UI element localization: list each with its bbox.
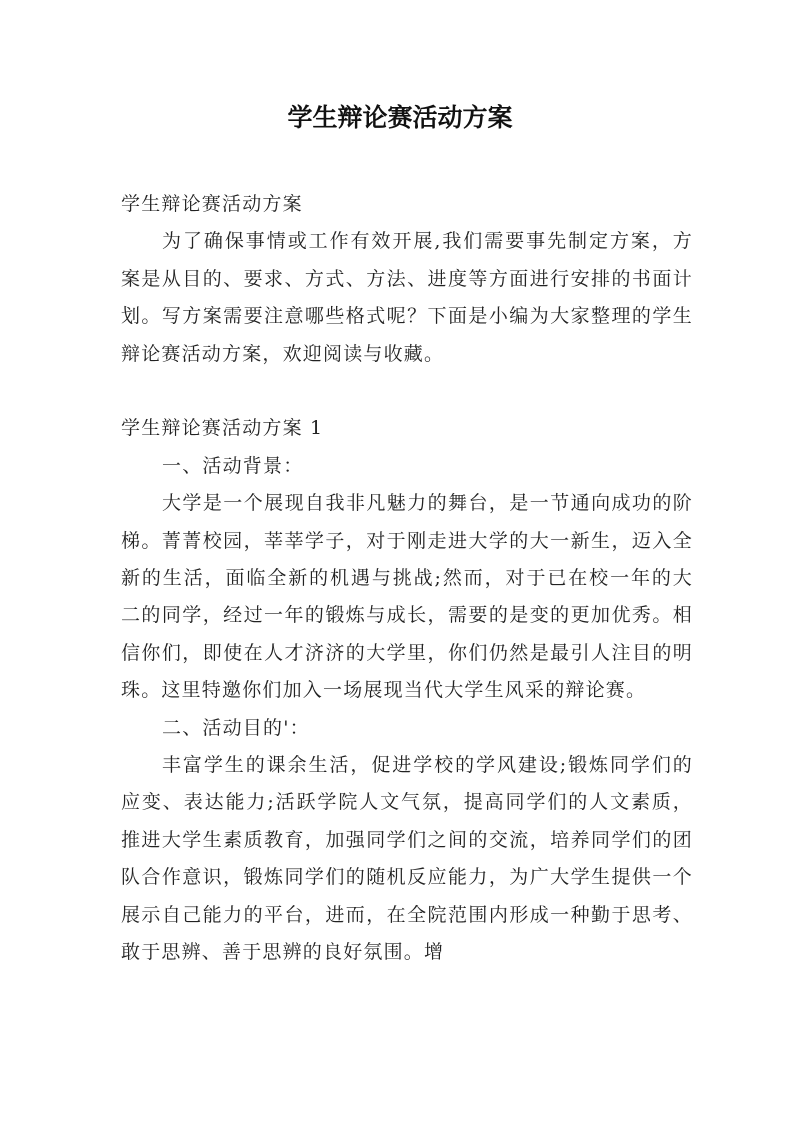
section-heading-purpose: 二、活动目的'： xyxy=(162,716,310,739)
paragraph-spacer xyxy=(121,373,693,410)
section-heading-background: 一、活动背景： xyxy=(162,454,304,477)
section-heading: 学生辩论赛活动方案 xyxy=(121,193,303,215)
intro-paragraph: 为了确保事情或工作有效开展,我们需要事先制定方案，方案是从目的、要求、方式、方法、进度等方面进行安排的书面计划。写方案需要注意哪些格式呢？下面是小编为大家整理的学生辩论赛活动方案，欢迎阅读与收藏。 xyxy=(121,230,693,365)
purpose-paragraph: 丰富学生的课余生活，促进学校的学风建设;锻炼同学们的应变、表达能力;活跃学院人文气氛，提高同学们的人文素质，推进大学生素质教育，加强同学们之间的交流，培养同学们的团队合作意识，锻炼同学们的随机反应能力，为广大学生提供一个展示自己能力的平台，进而，在全院范围内形成一种勤于思考、敢于思辨、善于思辨的良好氛围。增 xyxy=(121,754,693,964)
document-title: 学生辩论赛活动方案 xyxy=(287,103,513,132)
document-body xyxy=(121,186,693,972)
plan-heading: 学生辩论赛活动方案 1 xyxy=(121,417,324,440)
background-paragraph: 大学是一个展现自我非凡魅力的舞台，是一节通向成功的阶梯。菁菁校园，莘莘学子，对于刚走进大学的大一新生，迈入全新的生活，面临全新的机遇与挑战;然而，对于已在校一年的大二的同学，经过一年的锻炼与成长，需要的是变的更加优秀。相信你们，即使在人才济济的大学里，你们仍然是最引人注目的明珠。这里特邀你们加入一场展现当代大学生风采的辩论赛。 xyxy=(121,492,693,702)
